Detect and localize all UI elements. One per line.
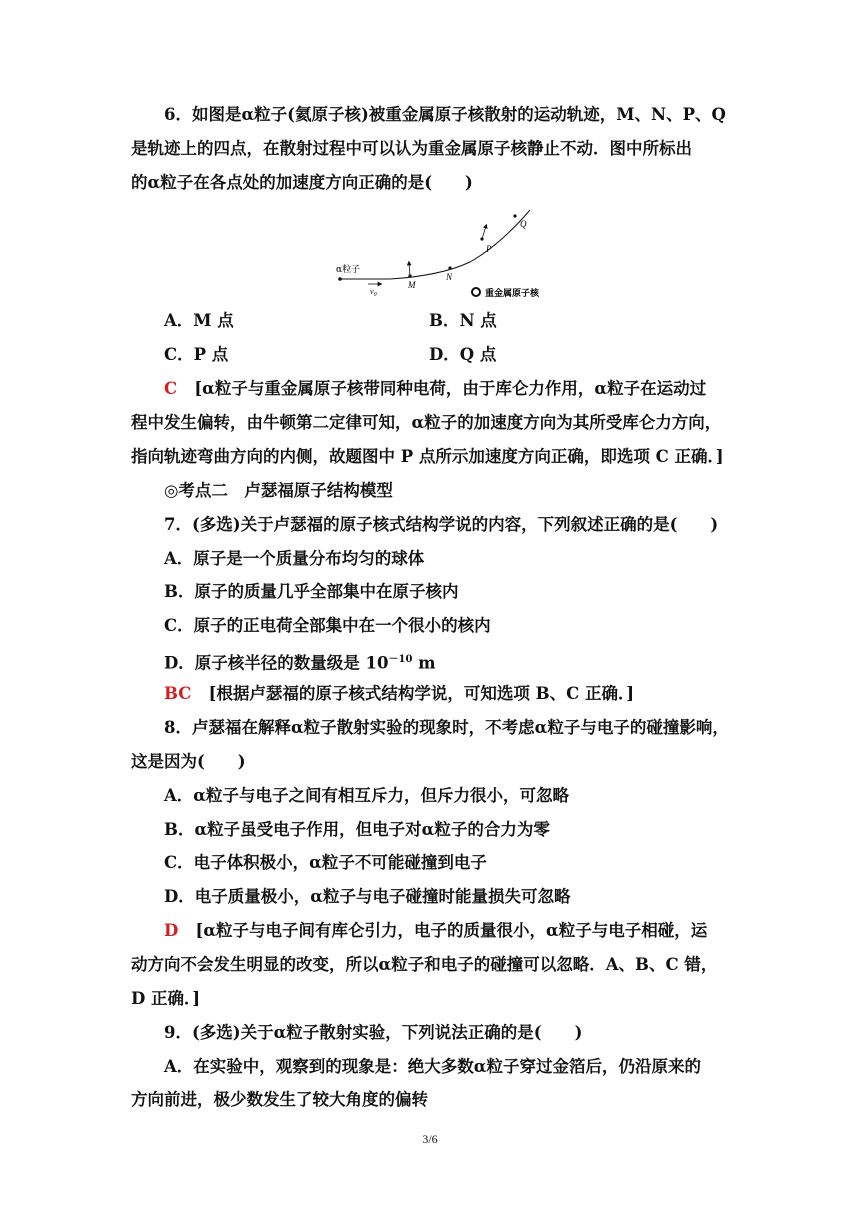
- point-n-dot: [448, 266, 451, 269]
- q7-opt-d-exponent: －10: [388, 654, 413, 665]
- q9-option-a-line2: 方向前进，极少数发生了较大角度的偏转: [131, 1090, 428, 1109]
- point-q-label: Q: [520, 219, 527, 229]
- q6-option-b: B．N 点: [429, 311, 497, 330]
- q6-answer: C: [164, 379, 178, 398]
- q8-explanation-line1: [164, 921, 707, 941]
- q7-option-d: [164, 650, 436, 674]
- q8-option-b: B．α粒子虽受电子作用，但电子对α粒子的合力为零: [164, 820, 550, 839]
- q8-option-a: A．α粒子与电子之间有相互斥力，但斥力很小，可忽略: [164, 786, 569, 805]
- q8-option-d: D．电子质量极小，α粒子与电子碰撞时能量损失可忽略: [164, 887, 571, 906]
- q6-explanation-line2: 程中发生偏转，由牛顿第二定律可知，α粒子的加速度方向为其所受库仑力方向，: [131, 413, 722, 432]
- q8-option-c: C．电子体积极小，α粒子不可能碰撞到电子: [164, 853, 487, 872]
- q7-explanation: [164, 684, 634, 704]
- point-p-label: P: [486, 244, 492, 254]
- q6-option-a: A．M 点: [164, 311, 234, 330]
- q8-explanation-line3: D 正确．]: [131, 989, 201, 1008]
- v0-label: $v_0$: [370, 287, 377, 298]
- trajectory-curve: [340, 210, 530, 279]
- q6-explanation-line1: [164, 379, 706, 399]
- start-dot: [338, 277, 342, 281]
- q6-option-d: D．Q 点: [429, 345, 497, 364]
- point-n-label: N: [446, 272, 453, 282]
- q7-opt-d-unit: m: [412, 653, 436, 673]
- page-number: 3/6: [422, 1132, 438, 1146]
- q7-exp-text: [根据卢瑟福的原子核式结构学说，可知选项 B、C 正确．]: [208, 684, 635, 703]
- q8-stem-line2: 这是因为( ): [131, 752, 246, 771]
- q7-stem: 7．(多选)关于卢瑟福的原子核式结构学说的内容，下列叙述正确的是( ): [164, 515, 719, 534]
- q6-exp-text1: [α粒子与重金属原子核带同种电荷，由于库仑力作用，α粒子在运动过: [194, 379, 707, 398]
- nucleus-label: 重金属原子核: [485, 289, 540, 299]
- point-m-label: M: [408, 280, 416, 290]
- alpha-scattering-figure: [330, 200, 580, 305]
- q8-exp-text1: [α粒子与电子间有库仑引力，电子的质量很小，α粒子与电子相碰，运: [195, 921, 708, 940]
- q7-answer: BC: [164, 684, 192, 703]
- point-q-dot: [513, 214, 516, 217]
- point-p-accel-arrow: [482, 226, 486, 239]
- nucleus-icon: [472, 288, 480, 296]
- q6-explanation-line3: 指向轨迹弯曲方向的内侧，故题图中 P 点所示加速度方向正确，即选项 C 正确．]: [131, 447, 724, 466]
- section-heading: ◎考点二 卢瑟福原子结构模型: [164, 481, 393, 500]
- q6-stem-line2: 是轨迹上的四点，在散射过程中可以认为重金属原子核静止不动．图中所标出: [131, 139, 692, 158]
- q6-stem-line1: 6．如图是α粒子(氦原子核)被重金属原子核散射的运动轨迹，M、N、P、Q: [164, 105, 726, 124]
- point-m-accel-arrow: [409, 263, 410, 276]
- q6-option-c: C．P 点: [164, 345, 229, 364]
- alpha-particle-label: α粒子: [336, 265, 361, 275]
- q8-answer: D: [164, 921, 179, 940]
- q7-option-b: B．原子的质量几乎全部集中在原子核内: [164, 582, 459, 601]
- q7-option-c: C．原子的正电荷全部集中在一个很小的核内: [164, 616, 491, 635]
- q7-option-a: A．原子是一个质量分布均匀的球体: [164, 549, 425, 568]
- q6-stem-line3: 的α粒子在各点处的加速度方向正确的是( ): [131, 173, 473, 192]
- q9-option-a-line1: A．在实验中，观察到的现象是：绝大多数α粒子穿过金箔后，仍沿原来的: [164, 1057, 701, 1076]
- q8-stem-line1: 8．卢瑟福在解释α粒子散射实验的现象时，不考虑α粒子与电子的碰撞影响，: [164, 718, 729, 737]
- q8-explanation-line2: 动方向不会发生明显的改变，所以α粒子和电子的碰撞可以忽略．A、B、C 错，: [131, 955, 718, 974]
- q9-stem: 9．(多选)关于α粒子散射实验，下列说法正确的是( ): [164, 1023, 583, 1042]
- q7-opt-d-text: D．原子核半径的数量级是 10: [164, 653, 389, 673]
